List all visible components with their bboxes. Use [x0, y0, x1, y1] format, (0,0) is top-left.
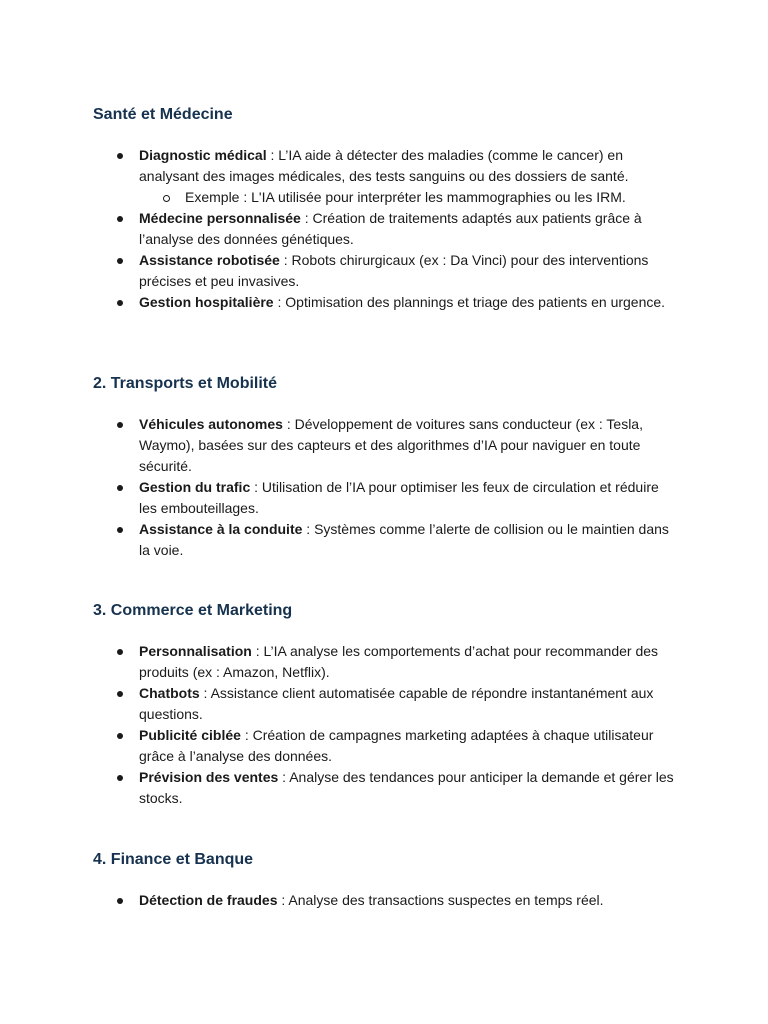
circle-bullet-icon — [163, 195, 170, 202]
section-heading: 2. Transports et Mobilité — [93, 375, 278, 392]
item-term: Publicité ciblée — [139, 727, 241, 743]
bullet-list — [93, 890, 678, 911]
sub-list-item — [139, 187, 678, 208]
list-item — [93, 145, 678, 208]
item-text: : Systèmes comme l’alerte de collision ou le maintien dans la voie. — [139, 521, 669, 558]
list-item — [93, 519, 678, 561]
item-term: Assistance à la conduite — [139, 521, 303, 537]
bullet-icon — [117, 422, 123, 428]
bullet-icon — [117, 153, 123, 159]
item-text: : Développement de voitures sans conducteur (ex : Tesla, Waymo), basées sur des capteurs et des algorithmes d’IA pour naviguer en toute sécurité. — [139, 416, 643, 474]
bullet-icon — [117, 485, 123, 491]
bullet-icon — [117, 733, 123, 739]
bullet-list — [93, 641, 678, 809]
list-item — [93, 725, 678, 767]
section-commerce — [93, 600, 678, 806]
bullet-icon — [117, 300, 123, 306]
item-text: : L’IA analyse les comportements d’achat pour recommander des produits (ex : Amazon, Netflix). — [139, 643, 659, 680]
section-heading: 4. Finance et Banque — [93, 851, 254, 868]
item-term: Chatbots — [139, 685, 200, 701]
section-heading: 3. Commerce et Marketing — [93, 602, 293, 619]
bullet-list — [93, 414, 678, 561]
item-text: : Assistance client automatisée capable de répondre instantanément aux questions. — [139, 685, 654, 722]
item-text: : Utilisation de l’IA pour optimiser les feux de circulation et réduire les embouteillages. — [139, 479, 659, 516]
bullet-icon — [117, 775, 123, 781]
item-term: Assistance robotisée — [139, 252, 280, 268]
bullet-icon — [117, 258, 123, 264]
list-item — [93, 477, 678, 519]
item-text: : Optimisation des plannings et triage des patients en urgence. — [273, 294, 666, 310]
section-finance — [93, 849, 678, 908]
bullet-icon — [117, 649, 123, 655]
list-item — [93, 641, 678, 683]
item-text: : L’IA aide à détecter des maladies (comme le cancer) en analysant des images médicales, des tests sanguins ou des dossiers de santé. — [139, 147, 629, 184]
item-text: : Création de campagnes marketing adaptées à chaque utilisateur grâce à l’analyse des données. — [139, 727, 654, 764]
list-item — [93, 767, 678, 809]
bullet-icon — [117, 691, 123, 697]
sub-list — [139, 187, 678, 208]
item-text: : Analyse des tendances pour anticiper la demande et gérer les stocks. — [139, 769, 674, 806]
item-term: Diagnostic médical — [139, 147, 267, 163]
list-item — [93, 292, 678, 313]
list-item — [93, 250, 678, 292]
list-item — [93, 208, 678, 250]
item-text: : Robots chirurgicaux (ex : Da Vinci) pour des interventions précises et peu invasives. — [139, 252, 649, 289]
item-term: Gestion hospitalière — [139, 294, 274, 310]
item-term: Véhicules autonomes — [139, 416, 283, 432]
item-text: : Création de traitements adaptés aux patients grâce à l’analyse des données génétiques. — [139, 210, 642, 247]
item-term: Gestion du trafic — [139, 479, 251, 495]
list-item — [93, 890, 678, 911]
bullet-list — [93, 145, 678, 313]
item-term: Prévision des ventes — [139, 769, 279, 785]
section-transports — [93, 373, 678, 558]
bullet-icon — [117, 216, 123, 222]
section-heading: Santé et Médecine — [93, 106, 233, 123]
bullet-icon — [117, 527, 123, 533]
sub-item-text: Exemple : L'IA utilisée pour interpréter les mammographies ou les IRM. — [185, 189, 626, 205]
item-term: Personnalisation — [139, 643, 252, 659]
section-sante — [93, 104, 678, 310]
item-term: Détection de fraudes — [139, 892, 278, 908]
list-item — [93, 683, 678, 725]
item-term: Médecine personnalisée — [139, 210, 301, 226]
list-item — [93, 414, 678, 477]
item-text: : Analyse des transactions suspectes en temps réel. — [277, 892, 604, 908]
bullet-icon — [117, 898, 123, 904]
